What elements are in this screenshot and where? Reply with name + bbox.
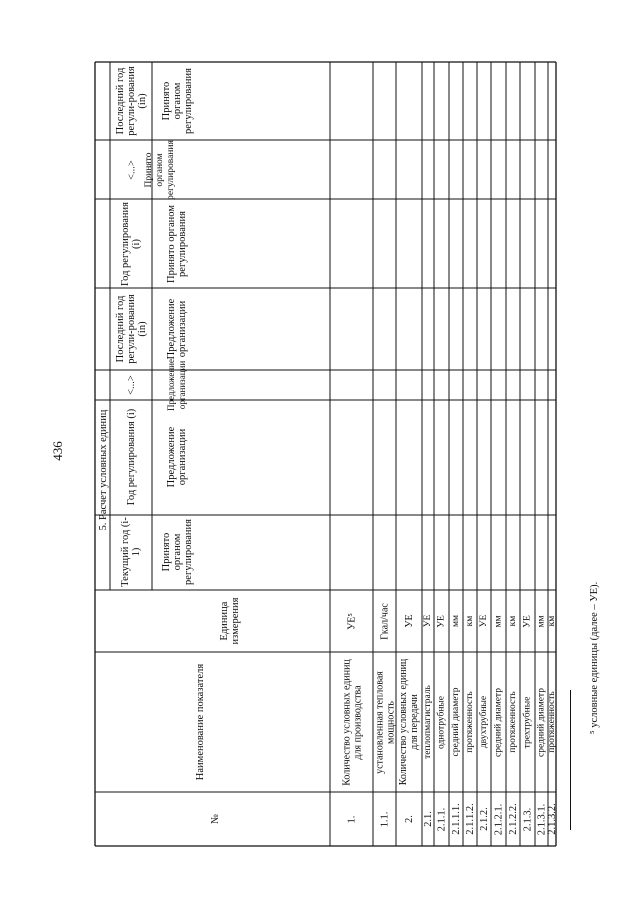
row-unit: УЕ [422, 614, 433, 628]
row-number: 2.1.3.2. [546, 803, 558, 835]
row-name: двухтрубные [478, 695, 489, 749]
header-last-year-accepted: Последний год регули-рования (in) [114, 66, 148, 136]
row-number: 2.1.1.2. [464, 803, 476, 835]
header-ellipsis-proposed: <...> [125, 375, 137, 395]
row-unit: мм [493, 614, 503, 628]
row-number: 2.1.2.2. [507, 803, 519, 835]
header-last-year-proposed: Последний год регули-рования (in) [114, 294, 148, 364]
row-unit: УЕ [436, 614, 446, 628]
row-number: 2.1. [422, 811, 434, 827]
footnote: ⁵ условные единицы (далее – УЕ). [589, 581, 600, 734]
row-unit: км [546, 615, 557, 627]
row-name: протяженность [507, 691, 518, 753]
note-accepted-ellipsis: Принято органом регулирования [143, 140, 176, 200]
footnote-separator [570, 690, 571, 830]
row-name: протяженность [546, 691, 557, 753]
note-proposed-last-year: Предложение организации [166, 298, 188, 360]
row-unit: УЕ [403, 614, 415, 628]
row-name: средний диаметр [493, 687, 503, 757]
header-current-year: Текущий год (i-1) [120, 517, 142, 587]
row-number: 1. [346, 815, 357, 823]
row-unit: мм [450, 614, 461, 628]
row-unit: УЕ [478, 614, 489, 628]
note-proposed-ellipsis: Предложение организации [166, 359, 187, 411]
row-number: 2.1.1.1. [450, 803, 462, 835]
page-number: 436 [50, 441, 65, 461]
row-number: 1.1. [379, 811, 390, 827]
row-number: 2.1.2. [478, 807, 490, 831]
row-name: Количество условных единиц для производства [340, 658, 363, 786]
row-unit: УЕ [522, 614, 532, 628]
note-accepted-current-year: Принято органом регулирования [160, 519, 194, 585]
row-name: средний диаметр [536, 687, 546, 757]
header-num: № [209, 813, 221, 825]
row-number: 2.1.2.1. [493, 803, 504, 835]
row-name: однотрубные [436, 695, 446, 749]
row-unit: мм [536, 614, 546, 628]
row-name: протяженность [464, 691, 475, 753]
note-accepted-reg-year: Принято органом регулирования [166, 205, 188, 284]
row-name: теплопмагистраль [422, 685, 433, 759]
row-number: 2.1.3.1. [536, 803, 547, 835]
header-name: Наименование показателя [194, 663, 206, 781]
note-accepted-last-year: Принято органом регулирования [160, 68, 194, 134]
section-title: 5. Расчет условных единиц [97, 409, 109, 531]
row-unit: УЕ⁵ [346, 612, 357, 630]
row-name: установленная тепловая мощность [373, 670, 396, 774]
row-unit: Гкал/час [379, 602, 390, 640]
row-number: 2.1.1. [436, 807, 447, 831]
row-name: Количество условных единиц для передачи [398, 658, 420, 786]
header-reg-year-proposed: Год регулирования (i) [125, 408, 137, 506]
row-name: средний диаметр [450, 687, 461, 757]
row-unit: км [507, 615, 518, 627]
header-reg-year-accepted: Год регулирования (i) [120, 202, 142, 286]
row-name: трехтрубные [522, 696, 532, 748]
row-unit: км [464, 615, 475, 627]
row-number: 2. [403, 815, 415, 823]
row-number: 2.1.3. [522, 807, 533, 831]
note-proposed-reg-year: Предложение организации [166, 426, 188, 488]
header-unit: Единица измерения [219, 597, 241, 645]
header-ellipsis-accepted: <...> [125, 160, 137, 180]
